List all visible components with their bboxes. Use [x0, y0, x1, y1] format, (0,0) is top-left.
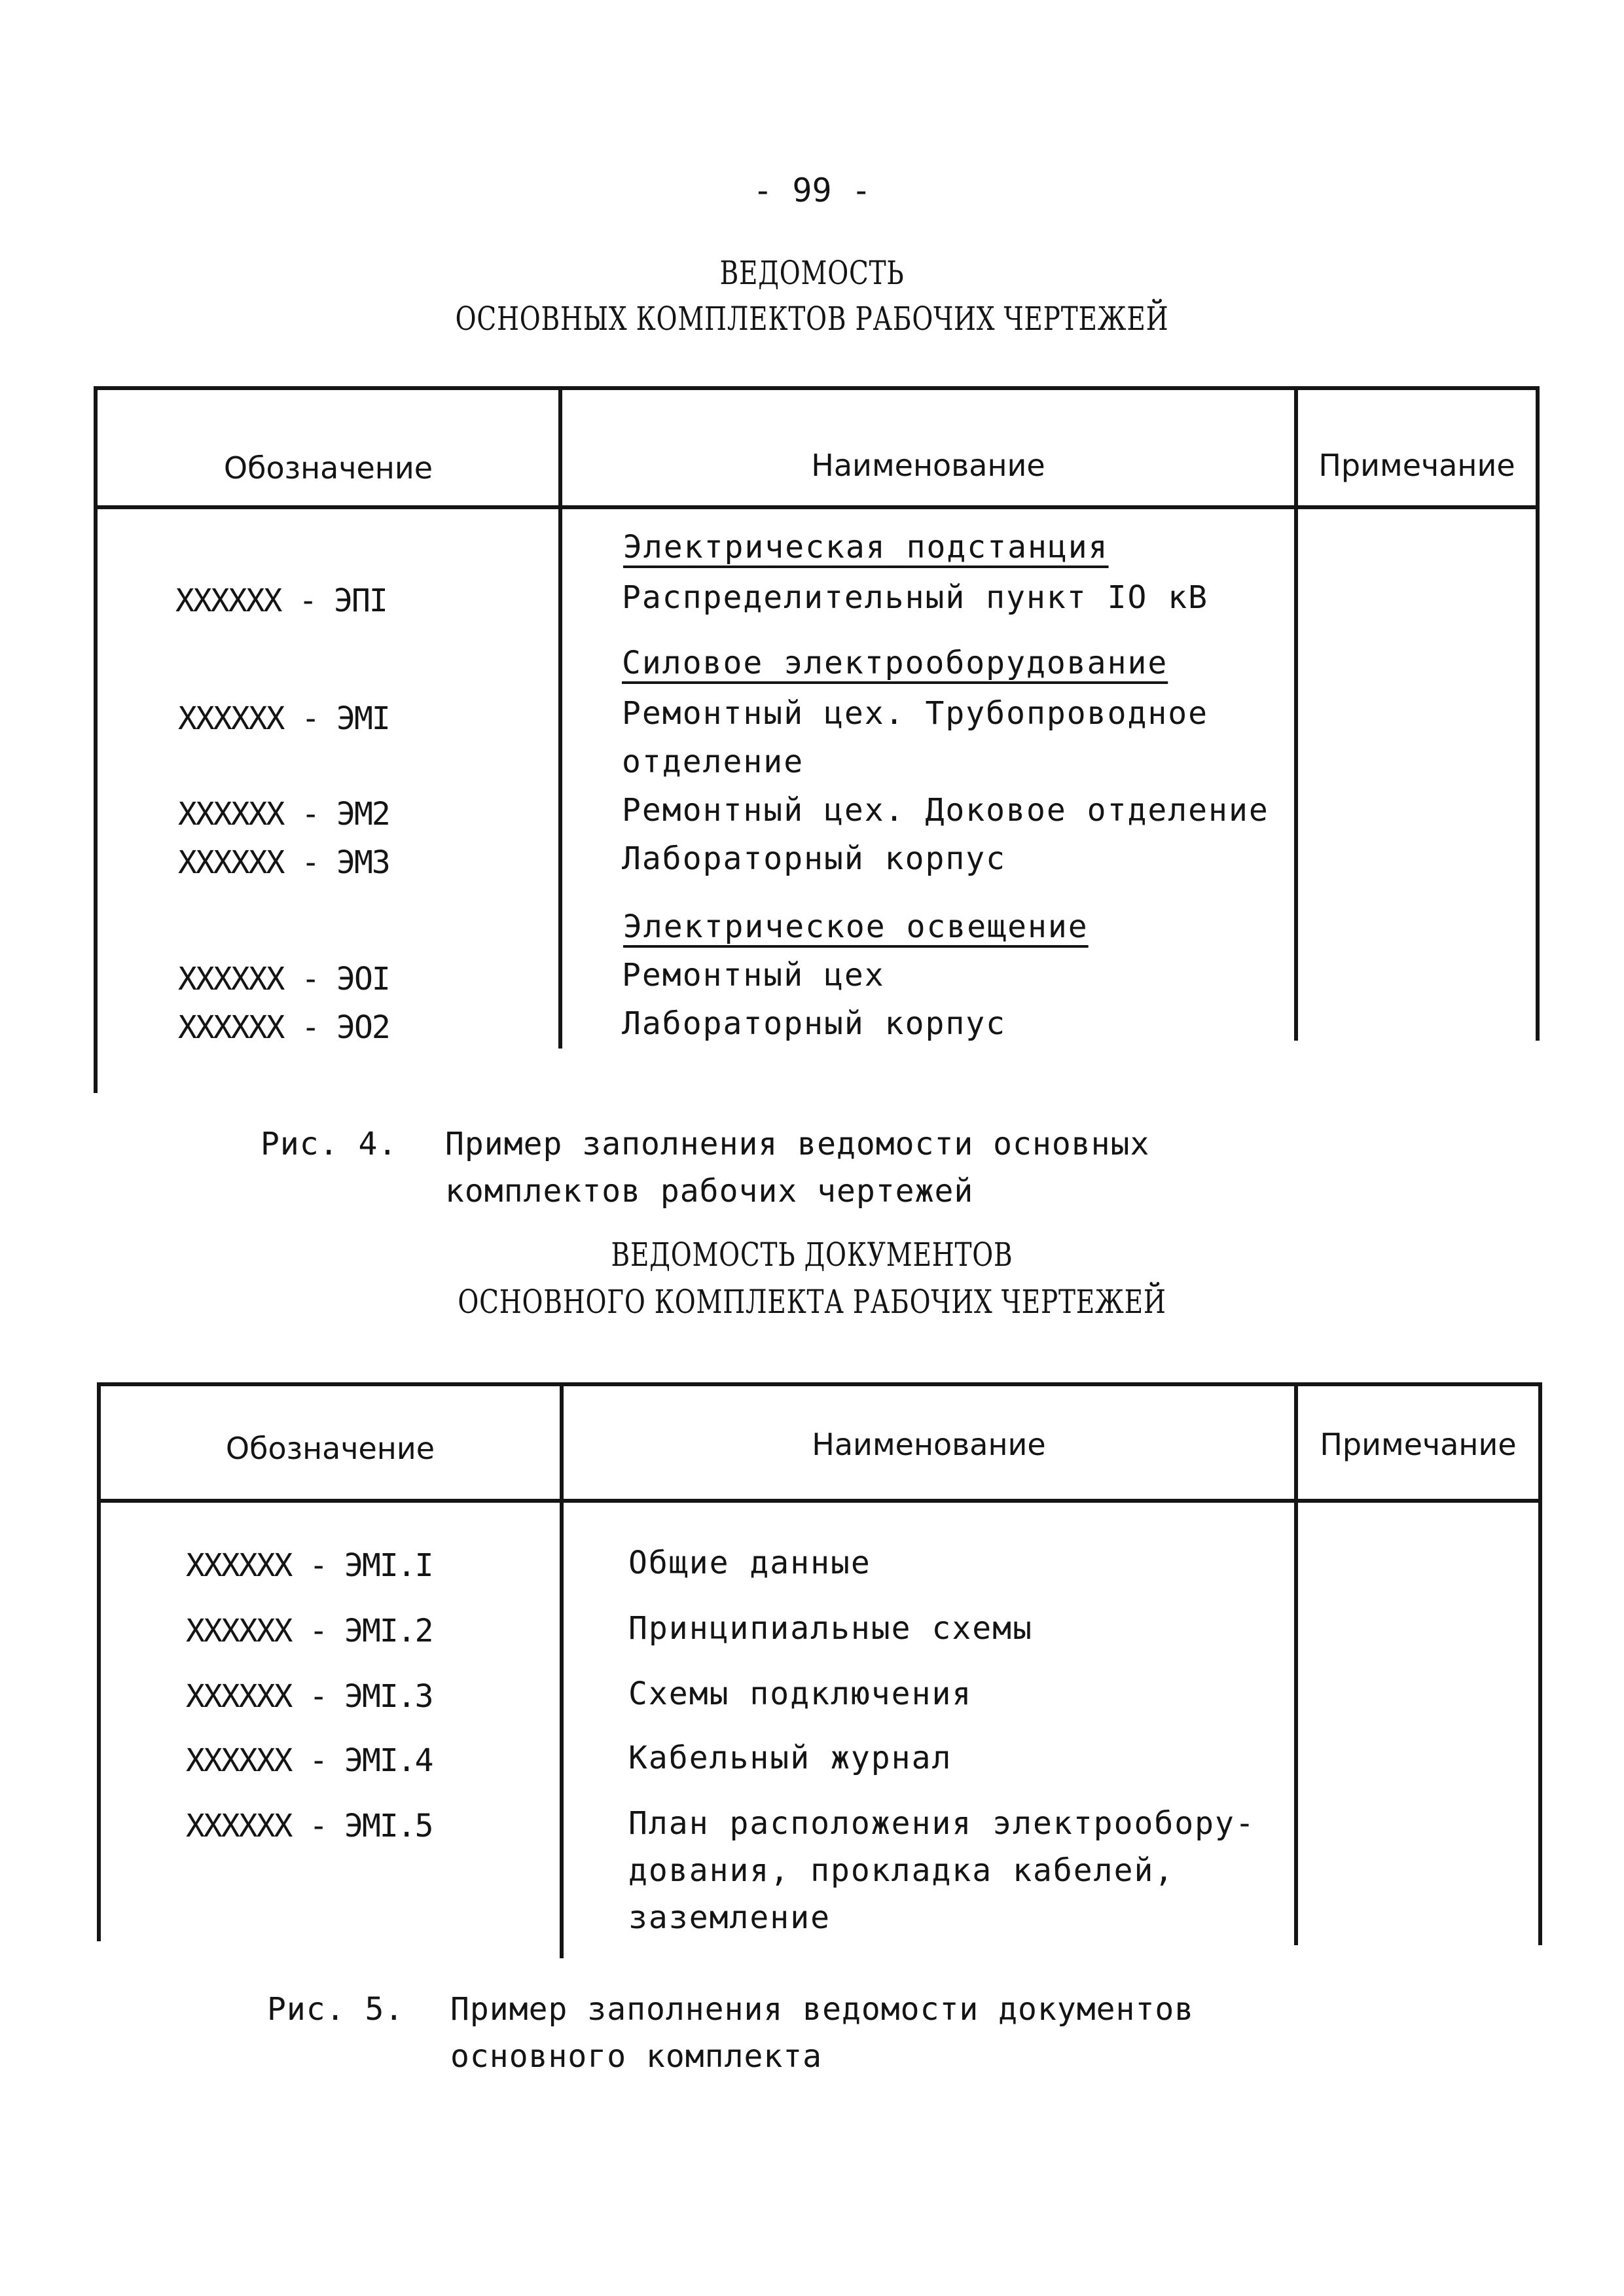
table2-divider-1 — [560, 1382, 564, 1958]
table2-row-code: XXXXXX - ЭМI.I — [186, 1547, 433, 1584]
figure5-caption-line1: Пример заполнения ведомости документов — [450, 1991, 1195, 2028]
table2-row-code: XXXXXX - ЭМI.5 — [186, 1808, 433, 1844]
figure4-caption-line1: Пример заполнения ведомости основных — [445, 1126, 1150, 1162]
table1-section-heading: Электрическая подстанция — [623, 529, 1109, 565]
table1-row-name: Лабораторный корпус — [622, 840, 1007, 877]
table2-row-name: Общие данные — [628, 1545, 871, 1581]
table1-divider-1 — [558, 386, 562, 1049]
figure4-caption-line2: комплектов рабочих чертежей — [445, 1173, 974, 1210]
table1-row-code: XXXXXX - ЭОI — [178, 961, 389, 997]
table2-title-line2: ОСНОВНОГО КОМПЛЕКТА РАБОЧИХ ЧЕРТЕЖЕЙ — [458, 1283, 1166, 1321]
table1-row-name: Ремонтный цех. Доковое отделение — [622, 792, 1269, 829]
table1-row-name: Распределительный пункт IO кВ — [622, 579, 1209, 616]
table1-row-name-continued: отделение — [622, 744, 804, 780]
table2-left-border — [97, 1382, 101, 1941]
table1-top-border — [94, 386, 1540, 390]
table2-row-code: XXXXXX - ЭМI.4 — [186, 1742, 433, 1779]
table1-right-border — [1536, 386, 1540, 1041]
table2-row-code: XXXXXX - ЭМI.2 — [186, 1613, 433, 1649]
figure5-caption-line2: основного комплекта — [450, 2038, 823, 2075]
table2-row-name: План расположения электрообору- — [628, 1805, 1255, 1842]
page-number: - 99 - — [753, 171, 871, 209]
table2-right-border — [1538, 1382, 1542, 1945]
table1-header-name: Наименование — [811, 448, 1045, 483]
table1-row-name: Ремонтный цех. Трубопроводное — [622, 695, 1209, 732]
table1-section-heading: Электрическое освещение — [623, 908, 1089, 945]
table1-title-line2: ОСНОВНЫХ КОМПЛЕКТОВ РАБОЧИХ ЧЕРТЕЖЕЙ — [455, 300, 1169, 338]
table1-row-name: Лабораторный корпус — [622, 1005, 1007, 1042]
table1-row-code: XXXXXX - ЭМ2 — [178, 796, 389, 833]
table2-row-name: Принципиальные схемы — [628, 1610, 1033, 1647]
table2-row-name: Кабельный журнал — [628, 1740, 952, 1776]
figure4-label: Рис. 4. — [261, 1126, 398, 1162]
table2-row-name-continued: заземление — [628, 1899, 831, 1936]
table2-row-name-continued: дования, прокладка кабелей, — [628, 1852, 1175, 1889]
table2-divider-2 — [1294, 1382, 1298, 1945]
table1-title-line1: ВЕДОМОСТЬ — [719, 254, 905, 292]
table2-title-line1: ВЕДОМОСТЬ ДОКУМЕНТОВ — [611, 1236, 1013, 1274]
table2-row-code: XXXXXX - ЭМI.3 — [186, 1678, 433, 1715]
table2-header-name: Наименование — [812, 1427, 1046, 1462]
table1-header-designation: Обозначение — [223, 450, 433, 486]
table1-divider-2 — [1294, 386, 1298, 1041]
table2-top-border — [97, 1382, 1542, 1386]
table2-header-note: Примечание — [1320, 1427, 1517, 1462]
table1-header-border — [94, 505, 1540, 509]
table1-row-code: XXXXXX - ЭПI — [175, 583, 387, 619]
table1-row-name: Ремонтный цех — [622, 957, 885, 994]
table2-header-border — [97, 1499, 1542, 1503]
figure5-label: Рис. 5. — [267, 1991, 405, 2028]
table2-row-name: Схемы подключения — [628, 1676, 973, 1712]
table1-row-code: XXXXXX - ЭО2 — [178, 1009, 389, 1046]
table1-section-heading: Силовое электрооборудование — [622, 645, 1168, 681]
table1-header-note: Примечание — [1318, 448, 1515, 483]
table1-row-code: XXXXXX - ЭМI — [178, 700, 389, 737]
table2-header-designation: Обозначение — [225, 1431, 435, 1466]
table1-row-code: XXXXXX - ЭМ3 — [178, 844, 389, 881]
table1-left-border — [94, 386, 98, 1093]
